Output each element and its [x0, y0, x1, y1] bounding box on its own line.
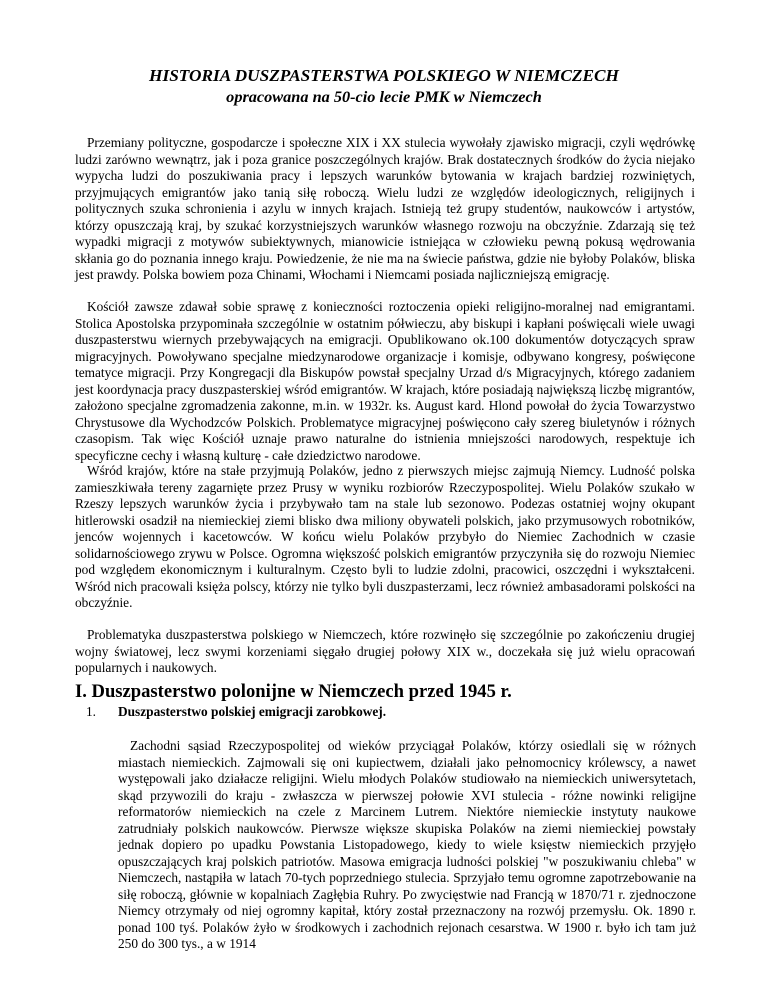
- document-subtitle: opracowana na 50-cio lecie PMK w Niemczech: [226, 87, 542, 106]
- paragraph-economic-emigration: Zachodni sąsiad Rzeczypospolitej od wieków przyciągał Polaków, którzy osiedlali się w różnych miastach niemieckich. Zajmowali się oni kupiectwem, działali jako pełnomocnicy królewscy, a nawet występowali jako działacze religijni. Wielu młodych Polaków studiowało na niemieckich uniwersytetach, skąd przywozili do kraju - zwłaszcza w pierwszej połowie XVI stulecia - różne nowinki religijne reformatorów niemieckich na czele z Marcinem Lutrem. Niektóre niemieckie instytuty naukowe zatrudniały polskich naukowców. Pierwsze większe skupiska Polaków na ziemi niemieckiej powstały jednak dopiero po upadku Powstania Listopadowego, kiedy to wiele księstw niemieckich przyjęło opuszczających kraj polskich patriotów. Masowa emigracja ludności polskiej "w poszukiwaniu chleba" w Niemczech, nastąpiła w latach 70-tych poprzedniego stulecia. Sprzyjało temu ogromne zapotrzebowanie na siłę roboczą, głównie w kopalniach Zagłębia Ruhry. Po zwycięstwie nad Francją w 1870/71 r. zjednoczone Niemcy otrzymały od niej ogromny kapitał, który został przeznaczony na rozwój przemysłu. Ok. 1890 r. ponad 100 tyś. Polaków żyło w środkowych i zachodnich rejonach cesarstwa. W 1900 r. było ich tam już 250 do 300 tys., a w 1914: [118, 738, 696, 951]
- section-heading: I. Duszpasterstwo polonijne w Niemczech przed 1945 r.: [75, 681, 512, 702]
- paragraph-germany: Wśród krajów, które na stałe przyjmują Polaków, jedno z pierwszych miejsc zajmują Niemcy. Ludność polska zamieszkiwała tereny zagarnięte przez Prusy w wyniku rozbiorów Rzeczypospolitej. Wielu Polaków szukało w Rzeszy lepszych warunków życia i przybywało tam na stale lub sezonowo. Podezas ostatniej wojny okupant hitlerowski osadził na niemieckiej ziemi blisko dwa miliony obywateli polskich, jako przymusowych robotników, jenców wojennych i kacetowców. W końcu wielu Polaków przybyło do Niemiec Zachodnich w czasie solidarnościowego zrywu w Polsce. Ogromna większość polskich emigrantów przyczyniła się do rozwoju Niemiec pod względem ekonomicznym i kulturalnym. Często byli to ludzie zdolni, pracowici, oszczędni i wykształceni. Wśród nich pracowali księża polscy, którzy nie tylko byli duszpasterzami, lecz również ambasadorami polskości na obczyźnie.: [75, 463, 695, 610]
- subsection-title: Duszpasterstwo polskiej emigracji zarobkowej.: [118, 704, 387, 719]
- paragraph-intro: Przemiany polityczne, gospodarcze i społeczne XIX i XX stulecia wywołały zjawisko migracji, czyli wędrówkę ludzi zarówno wewnątrz, jak i poza granice poszczególnych krajów. Brak dostatecznych środków do życia niejako wypycha ludzi do poszukiwania pracy i lepszych warunków bytowania w krajach bardziej rozwiniętych, przyjmujących emigrantów jako tanią siłę roboczą. Wielu ludzi ze względów ideologicznych, religijnych i politycznych szuka schronienia i azylu w innych krajach. Istnieją też grupy studentów, naukowców i artystów, którzy opuszczają kraj, by szukać korzystniejszych warunków własnego rozwoju na obczyźnie. Zdarzają się też wypadki migracji z motywów subiektywnych, mianowicie istniejąca w człowieku pewną pokusą wędrowania skłania go do poznania innego kraju. Powiedzenie, że nie ma na świecie państwa, gdzie nie byłoby Polaków, bliska jest prawdy. Polska bowiem poza Chinami, Włochami i Niemcami posiada najliczniejszą emigrację.: [75, 135, 695, 282]
- paragraph-literature: Problematyka duszpasterstwa polskiego w Niemczech, które rozwinęło się szczególnie po zakończeniu drugiej wojny światowej, lecz swymi korzeniami sięgało drugiej połowy XIX w., doczekała się już wielu opracowań popularnych i naukowych.: [75, 627, 695, 675]
- document-title: HISTORIA DUSZPASTERSTWA POLSKIEGO W NIEMCZECH: [149, 66, 619, 85]
- subsection-number: 1.: [86, 704, 97, 719]
- paragraph-church: Kościół zawsze zdawał sobie sprawę z konieczności roztoczenia opieki religijno-moralnej nad emigrantami. Stolica Apostolska przypominała szczególnie w ostatnim półwieczu, aby biskupi i kapłani poświęcali wiele uwagi duszpasterstwu wiernych przebywających na emigracji. Opublikowano ok.100 dokumentów dotyczących spraw migracyjnych. Powoływano specjalne miedzynarodowe organizacje i komisje, odbywano kongresy, poświęcone tematyce migracji. Przy Kongregacji dla Biskupów powstał specjalny Urzad d/s Migracyjnych, którego zadaniem jest koordynacja pracy duszpasterskiej wśród emigrantów. W krajach, które posiadają największą liczbę migrantów, założono specjalne zgromadzenia zakonne, m.in. w 1932r. ks. August kard. Hlond powołał do życia Towarzystwo Chrystusowe dla Wychodzców Polskich. Problematyce migracyjnej poświęcono cały szereg biuletynów i różnych czasopism. Tak więc Kościół uznaje prawo naturalne do istnienia mniejszości narodowych, respektuje ich specyficzne cechy i własną kulturę - całe dziedzictwo narodowe.: [75, 299, 695, 463]
